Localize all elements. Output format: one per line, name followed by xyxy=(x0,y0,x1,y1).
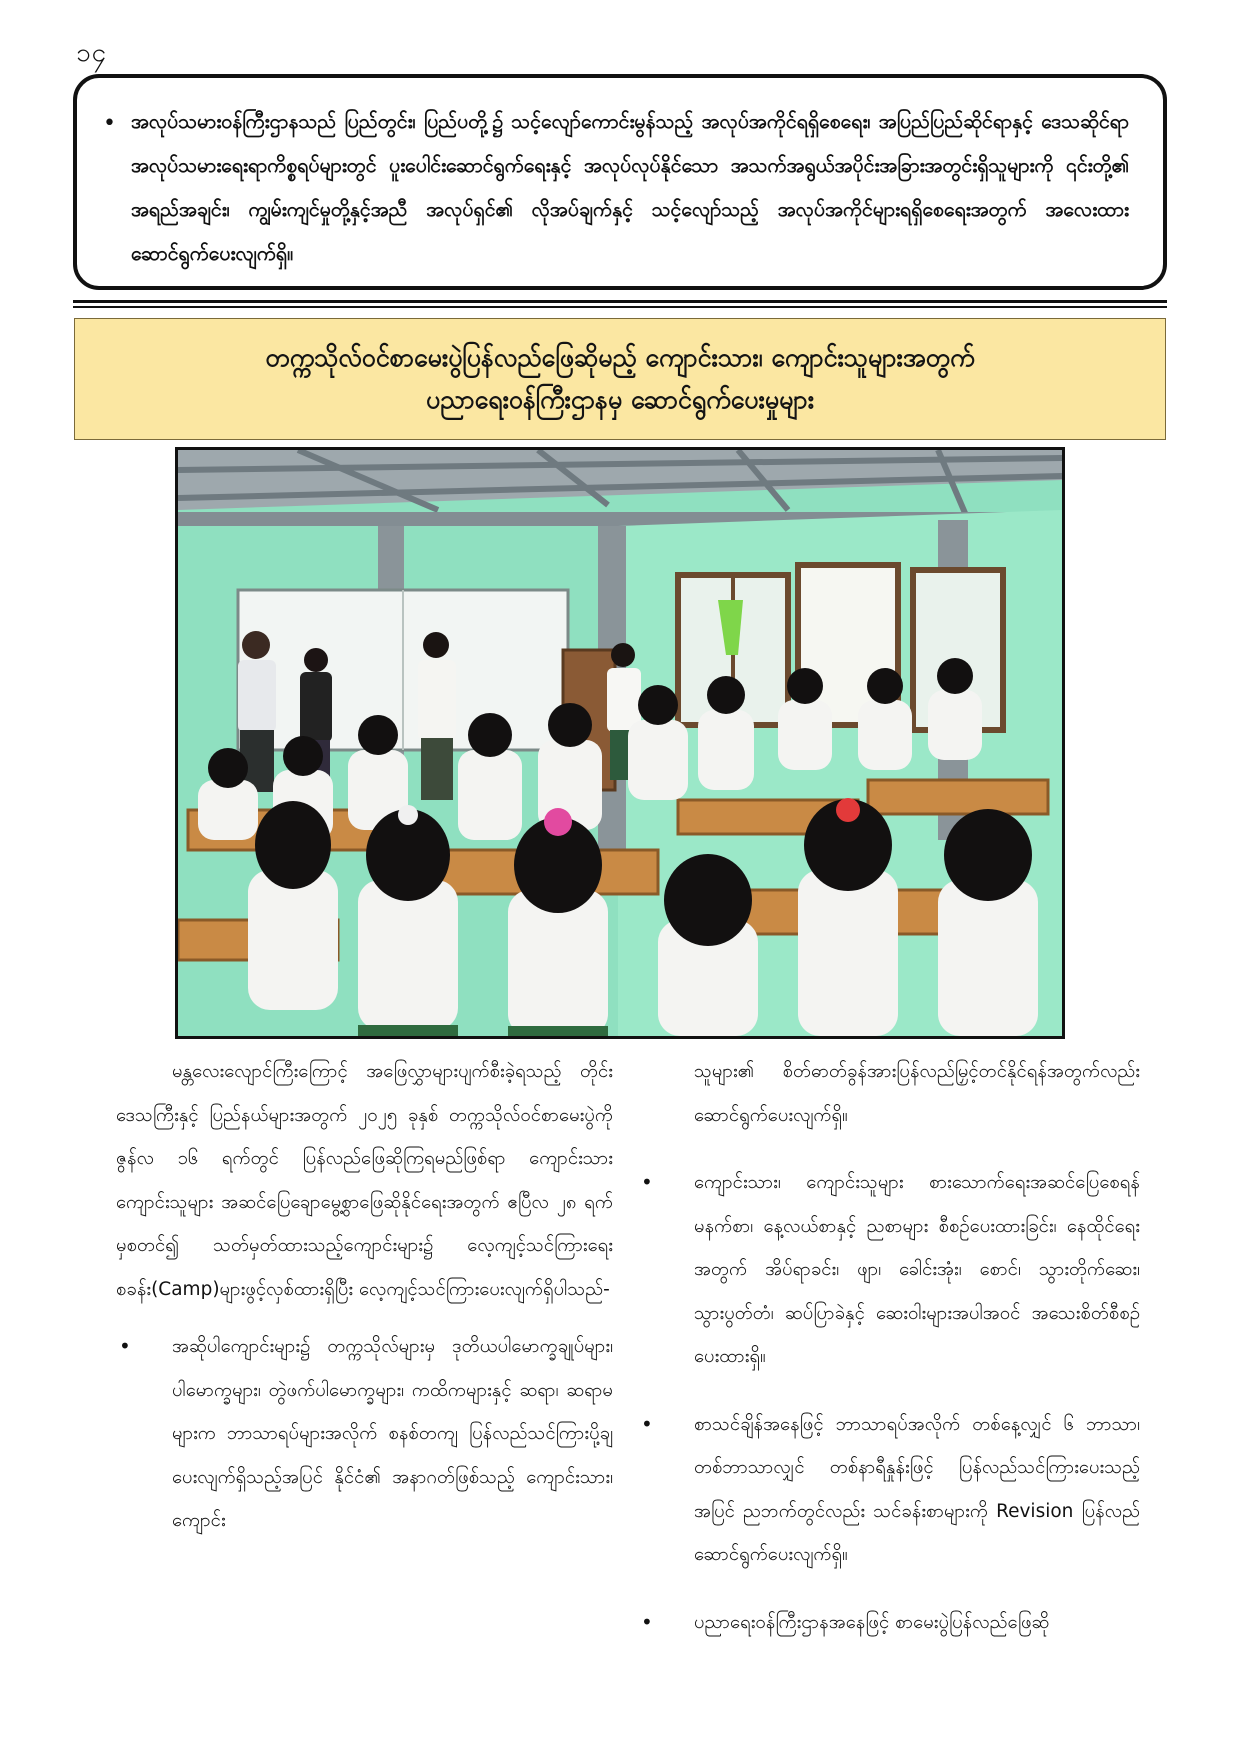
bullet-icon: • xyxy=(119,1334,131,1358)
classroom-illustration xyxy=(178,450,1062,1036)
bullet-icon: • xyxy=(641,1609,653,1634)
classroom-photo xyxy=(175,447,1065,1039)
bullet-ministry-text: ပညာရေးဝန်ကြီးဌာနအနေဖြင့် စာမေးပွဲပြန်လည်ဖြေဆို xyxy=(694,1611,1050,1633)
bullet-food-lodging xyxy=(638,1161,1140,1379)
bullet-continuation-text: သူများ၏ စိတ်ဓာတ်ခွန်အားပြန်လည်မြှင့်တင်နိုင်ရန်အတွက်လည်း ဆောင်ရွက်ပေးလျက်ရှိ။ xyxy=(694,1061,1140,1126)
note-text: အလုပ်သမားဝန်ကြီးဌာနသည် ပြည်တွင်း၊ ပြည်ပတို့၌ သင့်လျော်ကောင်းမွန်သည့် အလုပ်အကိုင်ရရှိစေရေး၊ အပြည်ပြည်ဆိုင်ရာနှင့် ဒေသဆိုင်ရာ အလုပ်သမားရေးရာကိစ္စရပ်များတွင် ပူးပေါင်းဆောင်ရွက်ရေးနှင့် အလုပ်လုပ်နိုင်သော အသက်အရွယ်အပိုင်းအခြားအတွင်းရှိသူများကို ၎င်းတို့၏ အရည်အချင်း၊ ကျွမ်းကျင်မှုတို့နှင့်အညီ အလုပ်ရှင်၏ လိုအပ်ချက်နှင့် သင့်လျော်သည့် အလုပ်အကိုင်များရရှိစေရေးအတွက် အလေးထားဆောင်ရွက်ပေးလျက်ရှိ။ xyxy=(131,110,1129,265)
bullet-icon: • xyxy=(103,111,116,136)
divider-rule xyxy=(73,300,1167,303)
bullet-class-schedule-text: စာသင်ချိန်အနေဖြင့် ဘာသာရပ်အလိုက် တစ်နေ့လျှင် ၆ ဘာသာ၊ တစ်ဘာသာလျှင် တစ်နာရီနှုန်းဖြင့် ပြန်လည်သင်ကြားပေးသည့်အပြင် ညဘက်တွင်လည်း သင်ခန်းစာများကို Revision ပြန်လည်ဆောင်ရွက်ပေးလျက်ရှိ။ xyxy=(694,1413,1140,1565)
headline-line-2: ပညာရေးဝန်ကြီးဌာနမှ ဆောင်ရွက်ပေးမှုများ xyxy=(425,385,815,414)
labour-ministry-note-box xyxy=(73,74,1167,290)
bullet-icon: • xyxy=(641,1170,653,1194)
page-number: ၁၄ xyxy=(76,38,108,68)
intro-paragraph: မန္တလေးလျောင်ကြီးကြောင့် အဖြေလွှာများပျက်စီးခဲ့ရသည့် တိုင်းဒေသကြီးနှင့် ပြည်နယ်များအတွက် ၂၀၂၅ ခုနှစ် တက္ကသိုလ်ဝင်စာမေးပွဲကို ဇွန်လ ၁၆ ရက်တွင် ပြန်လည်ဖြေဆိုကြရမည်ဖြစ်ရာ ကျောင်းသားကျောင်းသူများ အဆင်ပြေချောမွေ့စွာဖြေဆိုနိုင်ရေးအတွက် ဧပြီလ ၂၈ ရက်မှစတင်၍ သတ်မှတ်ထားသည့်ကျောင်းများ၌ လေ့ကျင့်သင်ကြားရေးစခန်း(Camp)များဖွင့်လှစ်ထားရှိပြီး လေ့ကျင့်သင်ကြားပေးလျက်ရှိပါသည်- xyxy=(116,1061,613,1300)
headline-box xyxy=(74,318,1166,440)
bullet-icon: • xyxy=(641,1411,653,1436)
divider-rule-thin xyxy=(73,306,1167,308)
bullet-food-lodging-text: ကျောင်းသား၊ ကျောင်းသူများ စားသောက်ရေးအဆင်ပြေစေရန် မနက်စာ၊ နေ့လယ်စာနှင့် ညစာများ စီစဉ်ပေးထားခြင်း၊ နေထိုင်ရေးအတွက် အိပ်ရာခင်း၊ ဖျာ၊ ခေါင်းအုံး၊ စောင်၊ သွားတိုက်ဆေး၊ သွားပွတ်တံ၊ ဆပ်ပြာခဲနှင့် ဆေးဝါးများအပါအဝင် အသေးစိတ်စီစဉ်ပေးထားရှိ။ xyxy=(694,1172,1140,1367)
bullet-teaching-staff-text: အဆိုပါကျောင်းများ၌ တက္ကသိုလ်များမှ ဒုတိယပါမောက္ခချုပ်များ၊ ပါမောက္ခများ၊ တွဲဖက်ပါမောက္ခများ၊ ကထိကများနှင့် ဆရာ၊ ဆရာမများက ဘာသာရပ်များအလိုက် စနစ်တကျ ပြန်လည်သင်ကြားပို့ချပေးလျက်ရှိသည့်အပြင် နိုင်ငံ၏ အနာဂတ်ဖြစ်သည့် ကျောင်းသား၊ ကျောင်း xyxy=(172,1336,613,1531)
bullet-class-schedule xyxy=(638,1403,1140,1577)
bullet-continuation xyxy=(638,1050,1140,1137)
left-column xyxy=(116,1050,613,1543)
bullet-ministry xyxy=(638,1601,1140,1645)
headline-line-1: တက္ကသိုလ်ဝင်စာမေးပွဲပြန်လည်ဖြေဆိုမည့် ကျောင်းသား၊ ကျောင်းသူများအတွက် xyxy=(265,343,975,372)
right-column xyxy=(638,1050,1140,1644)
bullet-teaching-staff xyxy=(116,1325,613,1543)
